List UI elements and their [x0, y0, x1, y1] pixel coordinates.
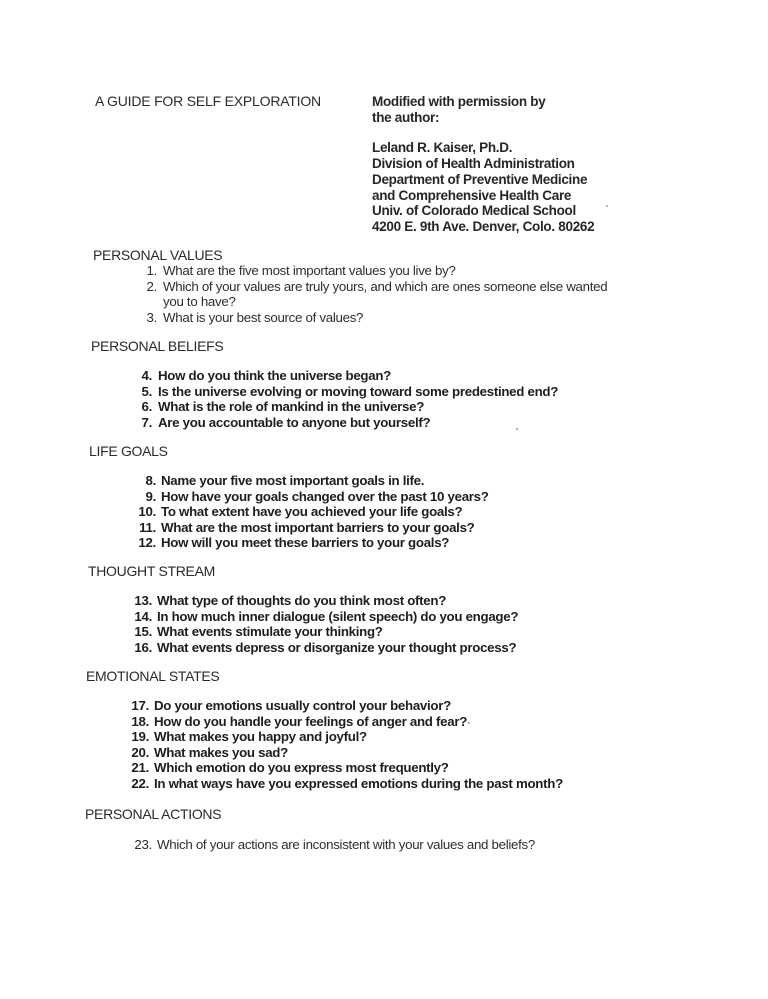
section-life-goals [89, 443, 489, 551]
question-item [139, 368, 558, 384]
question-text: What are the most important barriers to your goals? [161, 519, 475, 535]
question-text: Do your emotions usually control your behavior? [154, 698, 451, 713]
address-line: Division of Health Administration [372, 156, 575, 172]
question-item [144, 263, 607, 279]
question-item [129, 729, 563, 745]
question-item [129, 714, 563, 730]
attribution-intro [372, 94, 594, 125]
section-heading: PERSONAL VALUES [93, 247, 223, 263]
question-item [136, 504, 489, 520]
attribution-intro-line: the author: [372, 109, 440, 125]
question-list [132, 593, 518, 655]
question-item [129, 745, 563, 761]
question-number: 23. [134, 837, 152, 852]
question-item [129, 760, 563, 776]
question-number: 9. [145, 488, 156, 504]
question-number: 4. [141, 368, 152, 383]
question-text: Which of your values are truly yours, and which are ones someone else wanted [163, 278, 608, 294]
question-number: 10. [138, 504, 156, 520]
question-list [132, 837, 535, 853]
section-heading: PERSONAL ACTIONS [85, 806, 222, 822]
question-number: 17. [131, 698, 149, 713]
author-address [372, 140, 594, 234]
question-item [132, 837, 535, 853]
question-item [144, 279, 607, 295]
question-continuation: you to have? [163, 294, 236, 310]
question-item [129, 698, 563, 714]
attribution-intro-line: Modified with permission by [372, 94, 546, 109]
address-line: 4200 E. 9th Ave. Denver, Colo. 80262 [372, 218, 595, 234]
question-item [139, 384, 558, 400]
question-item [132, 609, 518, 625]
question-item [132, 593, 518, 609]
question-text: In how much inner dialogue (silent speech) do you engage? [157, 608, 519, 624]
question-number: 7. [141, 414, 152, 430]
question-text: How will you meet these barriers to your goals? [161, 535, 450, 551]
question-number: 6. [141, 399, 152, 415]
question-number: 19. [131, 729, 149, 745]
question-number: 16. [134, 639, 152, 655]
section-heading: EMOTIONAL STATES [86, 668, 220, 684]
question-item [136, 473, 489, 489]
question-list [144, 263, 607, 325]
section-thought-stream [88, 563, 518, 655]
question-text: Is the universe evolving or moving toward some predestined end? [158, 383, 559, 399]
question-item [136, 520, 489, 536]
question-number: 1. [146, 263, 157, 278]
question-number: 2. [146, 278, 157, 294]
question-text: What events stimulate your thinking? [157, 624, 383, 640]
question-text: What are the five most important values you live by? [163, 263, 456, 278]
question-text: In what ways have you expressed emotions during the past month? [154, 775, 563, 791]
question-list [129, 698, 563, 792]
question-item [139, 415, 558, 431]
author-name: Leland R. Kaiser, Ph.D. [372, 140, 513, 156]
question-item [132, 640, 518, 656]
question-text: What is the role of mankind in the universe? [158, 399, 425, 415]
question-number: 21. [131, 760, 149, 776]
section-emotional-states [86, 668, 563, 792]
question-list [136, 473, 489, 551]
question-number: 14. [134, 608, 152, 624]
document-title: A GUIDE FOR SELF EXPLORATION [95, 93, 321, 109]
question-number: 18. [131, 713, 149, 729]
question-item [144, 310, 607, 326]
scan-speck [516, 428, 518, 430]
question-text: Which emotion do you express most frequently? [154, 760, 449, 776]
question-item [129, 776, 563, 792]
question-number: 12. [138, 535, 156, 551]
question-text: What is your best source of values? [163, 309, 364, 325]
question-text: What type of thoughts do you think most often? [157, 593, 447, 608]
scan-speck [606, 205, 608, 207]
question-text: To what extent have you achieved your life goals? [161, 504, 463, 520]
question-number: 22. [131, 775, 149, 791]
question-item [139, 399, 558, 415]
question-number: 13. [134, 593, 152, 608]
question-number: 11. [139, 519, 156, 535]
scan-speck [468, 722, 470, 724]
question-item [132, 624, 518, 640]
question-text: What makes you happy and joyful? [154, 729, 367, 745]
question-item [136, 535, 489, 551]
question-text: Name your five most important goals in life. [161, 473, 425, 488]
section-personal-values [93, 247, 607, 325]
question-number: 8. [145, 473, 156, 488]
attribution-block [372, 94, 594, 235]
question-text: What makes you sad? [154, 744, 288, 760]
question-text: How have your goals changed over the past 10 years? [161, 488, 489, 504]
question-number: 5. [141, 383, 152, 399]
question-number: 15. [134, 624, 152, 640]
question-number: 20. [131, 744, 149, 760]
section-heading: THOUGHT STREAM [88, 563, 215, 579]
question-text: Which of your actions are inconsistent with your values and beliefs? [157, 837, 535, 852]
address-line: Univ. of Colorado Medical School [372, 203, 576, 219]
question-number: 3. [146, 309, 157, 325]
question-text: How do you handle your feelings of anger and fear? [154, 713, 468, 729]
question-text: Are you accountable to anyone but yourself? [158, 414, 431, 430]
section-personal-beliefs [91, 338, 558, 430]
section-heading: PERSONAL BELIEFS [91, 338, 224, 354]
question-text: How do you think the universe began? [158, 368, 391, 383]
question-item [136, 489, 489, 505]
address-line: Department of Preventive Medicine [372, 171, 588, 187]
address-line: and Comprehensive Health Care [372, 187, 572, 203]
section-heading: LIFE GOALS [89, 443, 168, 459]
question-list [139, 368, 558, 430]
section-personal-actions [85, 806, 535, 853]
question-text: What events depress or disorganize your thought process? [157, 639, 517, 655]
